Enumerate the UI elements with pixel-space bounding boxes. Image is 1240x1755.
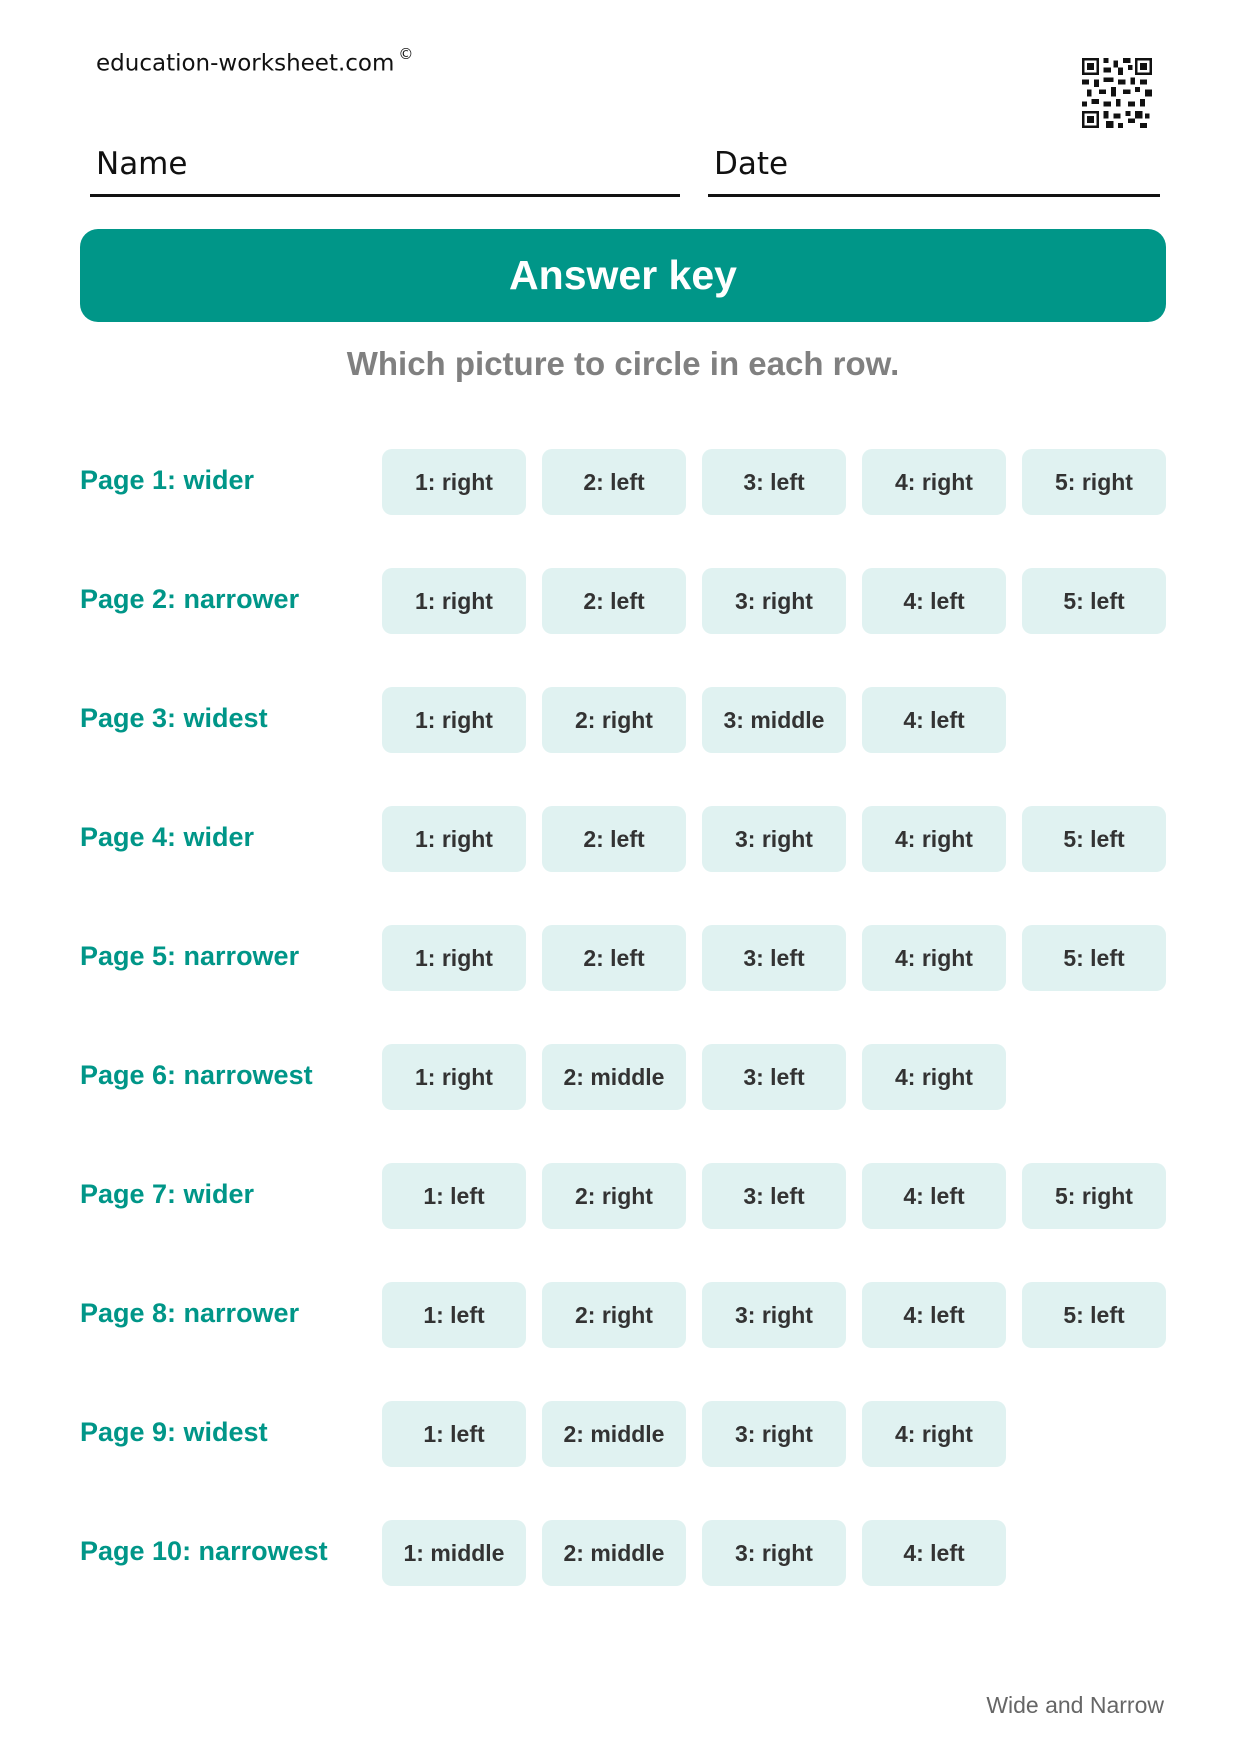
answer-chip: 5: right — [1022, 1163, 1166, 1229]
answer-chip: 4: left — [862, 687, 1006, 753]
answer-chip: 4: left — [862, 1163, 1006, 1229]
answer-chip: 4: right — [862, 806, 1006, 872]
answer-chip: 2: left — [542, 568, 686, 634]
answer-chip: 1: right — [382, 806, 526, 872]
answer-row — [80, 806, 1182, 872]
answer-chip: 4: right — [862, 1401, 1006, 1467]
row-label: Page 8: narrower — [80, 1297, 300, 1328]
row-label: Page 5: narrower — [80, 940, 300, 971]
answer-row — [80, 1401, 1182, 1467]
answer-chip: 1: right — [382, 1044, 526, 1110]
name-field[interactable] — [90, 140, 680, 197]
answer-row — [80, 568, 1182, 634]
answer-chip: 2: middle — [542, 1520, 686, 1586]
answer-chip: 5: right — [1022, 449, 1166, 515]
answer-chip: 3: left — [702, 1163, 846, 1229]
answer-chip: 2: right — [542, 1282, 686, 1348]
answer-chip: 4: left — [862, 1520, 1006, 1586]
answer-chip: 2: middle — [542, 1044, 686, 1110]
instructions: Which picture to circle in each row. — [346, 345, 900, 382]
answer-chip: 4: right — [862, 1044, 1006, 1110]
answer-chip: 1: right — [382, 925, 526, 991]
worksheet-topic: Wide and Narrow — [986, 1692, 1164, 1718]
answer-chip: 5: left — [1022, 806, 1166, 872]
answer-row — [80, 1282, 1182, 1348]
answer-chip: 2: left — [542, 806, 686, 872]
date-label: Date — [714, 146, 789, 182]
answer-row — [80, 1044, 1182, 1110]
answer-chip: 1: right — [382, 568, 526, 634]
answer-chip: 3: right — [702, 806, 846, 872]
date-field[interactable] — [708, 140, 1160, 197]
answer-chip: 2: left — [542, 449, 686, 515]
answer-rows — [80, 449, 1182, 1639]
row-label: Page 6: narrowest — [80, 1059, 313, 1090]
answer-chip: 3: right — [702, 1282, 846, 1348]
site-name — [96, 45, 414, 77]
answer-chip: 4: right — [862, 449, 1006, 515]
answer-row — [80, 925, 1182, 991]
answer-chip: 2: middle — [542, 1401, 686, 1467]
row-label: Page 7: wider — [80, 1178, 255, 1209]
answer-chip: 3: left — [702, 925, 846, 991]
answer-chip: 1: middle — [382, 1520, 526, 1586]
answer-chip: 3: right — [702, 568, 846, 634]
row-label: Page 4: wider — [80, 821, 255, 852]
site-url: education-worksheet.com — [96, 50, 395, 77]
answer-chip: 2: left — [542, 925, 686, 991]
answer-chip: 2: right — [542, 1163, 686, 1229]
row-label: Page 2: narrower — [80, 583, 300, 614]
answer-chip: 2: right — [542, 687, 686, 753]
row-label: Page 1: wider — [80, 464, 255, 495]
answer-chip: 1: right — [382, 687, 526, 753]
answer-chip: 5: left — [1022, 1282, 1166, 1348]
answer-chip: 1: left — [382, 1401, 526, 1467]
row-label: Page 10: narrowest — [80, 1535, 328, 1566]
answer-row — [80, 1520, 1182, 1586]
answer-chip: 4: right — [862, 925, 1006, 991]
answer-row — [80, 449, 1182, 515]
row-label: Page 3: widest — [80, 702, 268, 733]
name-label: Name — [96, 146, 188, 182]
answer-chip: 3: left — [702, 1044, 846, 1110]
answer-row — [80, 687, 1182, 753]
row-label: Page 9: widest — [80, 1416, 268, 1447]
answer-key-banner — [80, 229, 1166, 322]
answer-row — [80, 1163, 1182, 1229]
answer-chip: 3: middle — [702, 687, 846, 753]
answer-chip: 3: right — [702, 1520, 846, 1586]
answer-chip: 5: left — [1022, 925, 1166, 991]
answer-chip: 3: left — [702, 449, 846, 515]
qr-code-icon — [1082, 58, 1152, 128]
answer-chip: 5: left — [1022, 568, 1166, 634]
answer-chip: 1: left — [382, 1282, 526, 1348]
answer-chip: 1: right — [382, 449, 526, 515]
answer-chip: 1: left — [382, 1163, 526, 1229]
answer-chip: 4: left — [862, 1282, 1006, 1348]
copyright-mark: © — [398, 45, 414, 63]
answer-chip: 4: left — [862, 568, 1006, 634]
banner-title: Answer key — [509, 252, 737, 298]
answer-chip: 3: right — [702, 1401, 846, 1467]
